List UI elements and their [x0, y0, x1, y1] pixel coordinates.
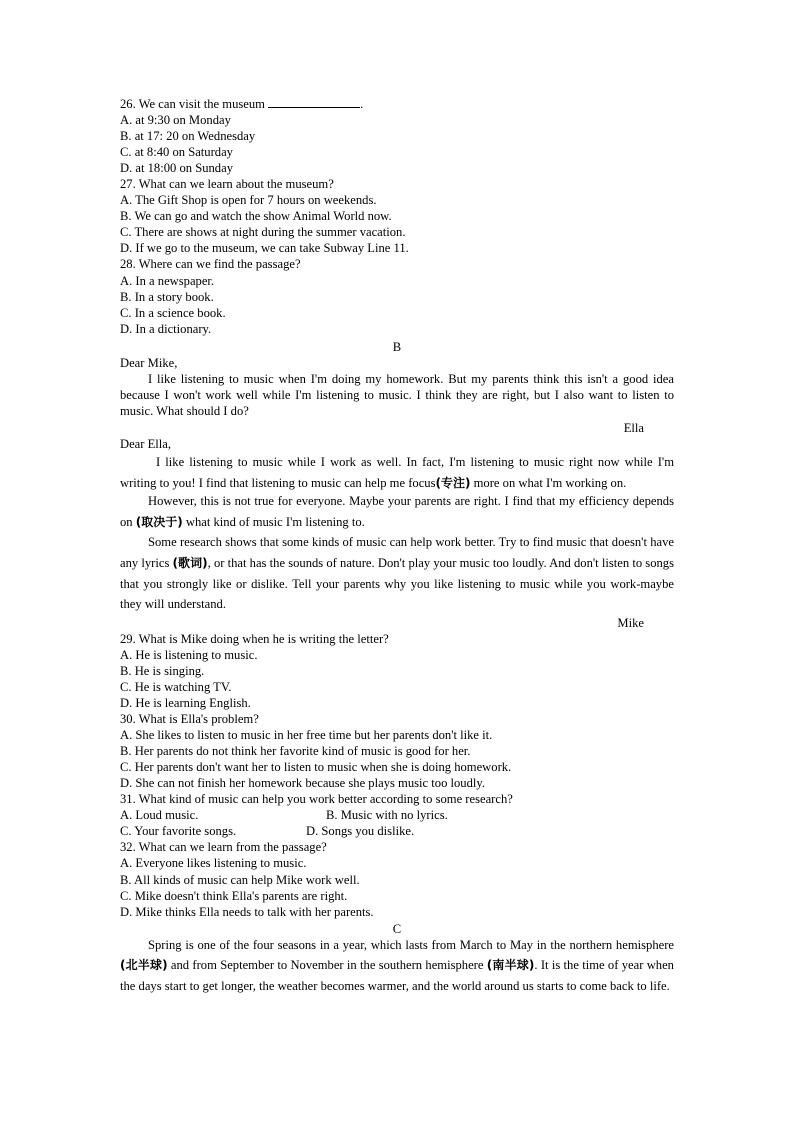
- question-27: [120, 176, 674, 256]
- option: D. Mike thinks Ella needs to talk with her parents.: [120, 904, 374, 919]
- option: A. Everyone likes listening to music.: [120, 856, 307, 871]
- option: B. at 17: 20 on Wednesday: [120, 129, 256, 144]
- option: D. In a dictionary.: [120, 321, 212, 336]
- option: D. She can not finish her homework because she plays music too loudly.: [120, 776, 486, 791]
- question-stem: 29. What is Mike doing when he is writing the letter?: [120, 631, 389, 646]
- answer-blank: [268, 97, 360, 108]
- question-29: [120, 631, 674, 711]
- option-row: [120, 823, 674, 839]
- question-32: [120, 839, 674, 919]
- question-30: [120, 711, 674, 791]
- question-26: [120, 96, 674, 176]
- question-stem: 27. What can we learn about the museum?: [120, 177, 334, 192]
- option: C. Your favorite songs.: [120, 824, 237, 839]
- letter-from-mike: [120, 436, 674, 631]
- option: D. at 18:00 on Sunday: [120, 161, 233, 176]
- option: B. He is singing.: [120, 663, 205, 678]
- option-row: [120, 807, 674, 823]
- option: C. In a science book.: [120, 305, 226, 320]
- letter-paragraph: However, this is not true for everyone. Maybe your parents are right. I find that my efficiency depends on (取决于) what kind of music I'm listening to.: [120, 494, 674, 529]
- question-28: [120, 256, 674, 336]
- question-stem: 28. Where can we find the passage?: [120, 257, 301, 272]
- option: B. Music with no lyrics.: [326, 808, 448, 823]
- letter-paragraph: I like listening to music while I work as well. In fact, I'm listening to music right now while I'm writing to you! I find that listening to music can help me focus(专注) more on what I'm working on.: [120, 455, 674, 490]
- section-c-paragraph: Spring is one of the four seasons in a year, which lasts from March to May in the northern hemisphere (北半球) and from September to November in the southern hemisphere (南半球). It is the time of year when the days start to get longer, the weather becomes warmer, and the world around us starts to come back to life.: [120, 937, 674, 993]
- option: B. In a story book.: [120, 289, 214, 304]
- question-stem: 30. What is Ella's problem?: [120, 712, 259, 727]
- question-stem: 32. What can we learn from the passage?: [120, 840, 327, 855]
- section-label-c: C: [392, 921, 402, 936]
- letter-greeting: Dear Ella,: [120, 436, 172, 451]
- letter-signature: Ella: [623, 420, 644, 435]
- exam-page: [120, 96, 674, 997]
- letter-greeting: Dear Mike,: [120, 355, 178, 370]
- option: A. The Gift Shop is open for 7 hours on weekends.: [120, 193, 377, 208]
- option: C. He is watching TV.: [120, 679, 232, 694]
- letter-paragraph: Some research shows that some kinds of music can help work better. Try to find music that doesn't have any lyrics (歌词), or that has the sounds of nature. Don't play your music too loudly. And don't listen to songs that you strongly like or dislike. Tell your parents why you like listening to music while you work-maybe they will understand.: [120, 535, 674, 612]
- option: C. Mike doesn't think Ella's parents are right.: [120, 888, 348, 903]
- option: D. He is learning English.: [120, 696, 251, 711]
- option: D. Songs you dislike.: [306, 824, 415, 839]
- option: A. He is listening to music.: [120, 647, 258, 662]
- option: C. Her parents don't want her to listen to music when she is doing homework.: [120, 760, 512, 775]
- option: B. All kinds of music can help Mike work well.: [120, 872, 360, 887]
- letter-body: I like listening to music when I'm doing my homework. But my parents think this isn't a good idea because I won't work well while I'm listening to music. I think they are right, but I also want to listen to music. What should I do?: [120, 371, 674, 418]
- option: B. Her parents do not think her favorite kind of music is good for her.: [120, 744, 471, 759]
- option: C. There are shows at night during the summer vacation.: [120, 225, 406, 240]
- option: C. at 8:40 on Saturday: [120, 145, 233, 160]
- option: D. If we go to the museum, we can take Subway Line 11.: [120, 241, 409, 256]
- option: A. She likes to listen to music in her free time but her parents don't like it.: [120, 728, 493, 743]
- question-31: [120, 791, 674, 839]
- question-stem: 31. What kind of music can help you work better according to some research?: [120, 792, 513, 807]
- letter-signature: Mike: [617, 615, 644, 630]
- question-stem: 26. We can visit the museum .: [120, 97, 364, 111]
- letter-from-ella: [120, 355, 674, 436]
- option: A. In a newspaper.: [120, 273, 215, 288]
- section-label-b: B: [392, 339, 402, 354]
- option: B. We can go and watch the show Animal World now.: [120, 209, 392, 224]
- option: A. Loud music.: [120, 808, 199, 823]
- option: A. at 9:30 on Monday: [120, 113, 231, 128]
